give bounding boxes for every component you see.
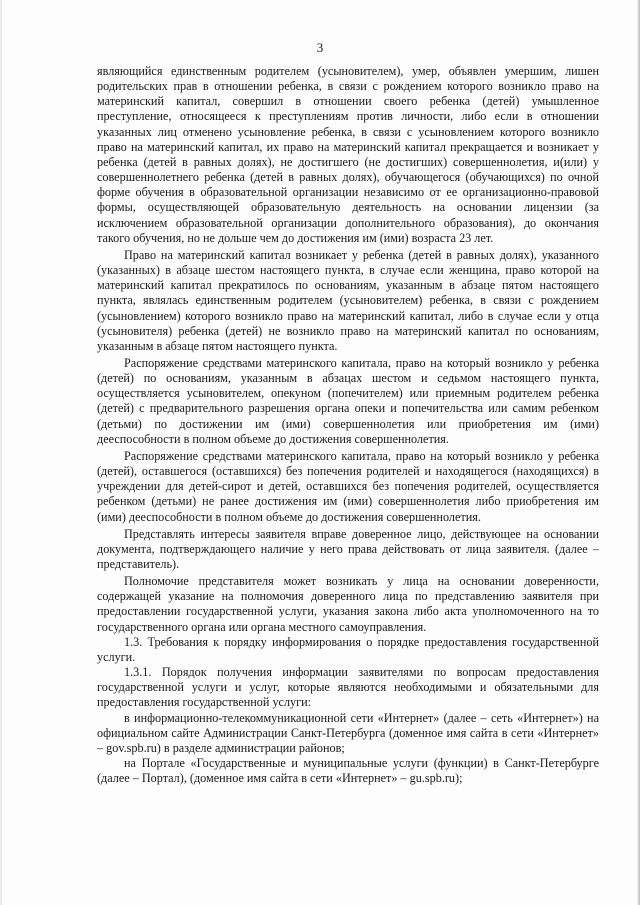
paragraph-right-to-capital: Право на материнский капитал возникает у ребенка (детей в равных долях), указанного (указанных) в абзаце шестом настоящего пункта, в случае если женщина, право которой на материнский капитал прекратилось по основаниям, указанным в абзаце пятом настоящего пункта, являлась единственным родителем (усыновителем) ребенка, в связи с рождением (усыновлением) которого возникло право на материнский капитал, либо в случае если у отца (усыновителя) ребенка (детей) не возникло право на материнский капитал по основаниям, указанным в абзаце пятом настоящего пункта. — [97, 247, 599, 353]
page-number: 3 — [316, 40, 324, 55]
list-item-internet: в информационно-телекоммуникационной сети «Интернет» (далее – сеть «Интернет») на официальном сайте Администрации Санкт-Петербурга (доменное имя сайта в сети «Интернет» – gov.spb.ru) в разделе администрации районов; — [97, 710, 599, 755]
section-heading-1-3: 1.3. Требования к порядку информирования о порядке предоставления государственной услуги. — [97, 634, 599, 664]
paragraph-disposal-guardian: Распоряжение средствами материнского капитала, право на который возникло у ребенка (детей) по основаниям, указанным в абзацах шестом и седьмом настоящего пункта, осуществляется усыновителем, опекуном (попечителем) или приемным родителем ребенка (детей) с предварительного разрешения органа опеки и попечительства или самим ребенком (детьми) по достижении им (ими) совершеннолетия или приобретения им (ими) дееспособности в полном объеме до достижения совершеннолетия. — [97, 355, 599, 446]
scan-edge-left — [0, 0, 2, 905]
list-item-portal: на Портале «Государственные и муниципальные услуги (функции) в Санкт-Петербурге (далее – Портал), (доменное имя сайта в сети «Интернет» – gu.spb.ru); — [97, 756, 599, 786]
paragraph-representative: Представлять интересы заявителя вправе доверенное лицо, действующее на основании документа, подтверждающего наличие у него права действовать от лица заявителя. (далее – представитель). — [97, 526, 599, 571]
paragraph-continuation: являющийся единственным родителем (усыновителем), умер, объявлен умершим, лишен родительских прав в отношении ребенка, в связи с рождением которого возникло право на материнский капитал, совершил в отношении своего ребенка (детей) умышленное преступление, относящееся к преступлениям против личности, либо если в отношении указанных лиц отменено усыновление ребенка, в связи с усыновлением которого возникло право на материнский капитал, их право на материнский капитал прекращается и возникает у ребенка (детей в равных долях), не достигшего (не достигших) совершеннолетия, и(или) у совершеннолетнего ребенка (детей в равных долях), обучающегося (обучающихся) по очной форме обучения в образовательной организации независимо от ее организационно-правовой формы, осуществляющей образовательную деятельность на основании лицензии (за исключением образовательной организации дополнительного образования), до окончания такого обучения, но не дольше чем до достижения им (ими) возраста 23 лет. — [97, 64, 599, 245]
paragraph-1-3-1: 1.3.1. Порядок получения информации заявителями по вопросам предоставления государственной услуги и услуг, которые являются необходимыми и обязательными для предоставления государственной услуги: — [97, 665, 599, 710]
paragraph-disposal-orphans: Распоряжение средствами материнского капитала, право на который возникло у ребенка (детей), оставшегося (оставшихся) без попечения родителей и находящегося (находящихся) в учреждении для детей-сирот и детей, оставшихся без попечения родителей, осуществляется ребенком (детьми) не ранее достижения им (ими) совершеннолетия либо приобретения им (ими) дееспособности в полном объеме до достижения совершеннолетия. — [97, 448, 599, 524]
paragraph-representative-authority: Полномочие представителя может возникать у лица на основании доверенности, содержащей указание на полномочия доверенного лица по представлению заявителя при предоставлении государственной услуги, указания закона либо акта уполномоченного на то государственного органа или органа местного самоуправления. — [97, 574, 599, 634]
page-body — [97, 64, 599, 786]
